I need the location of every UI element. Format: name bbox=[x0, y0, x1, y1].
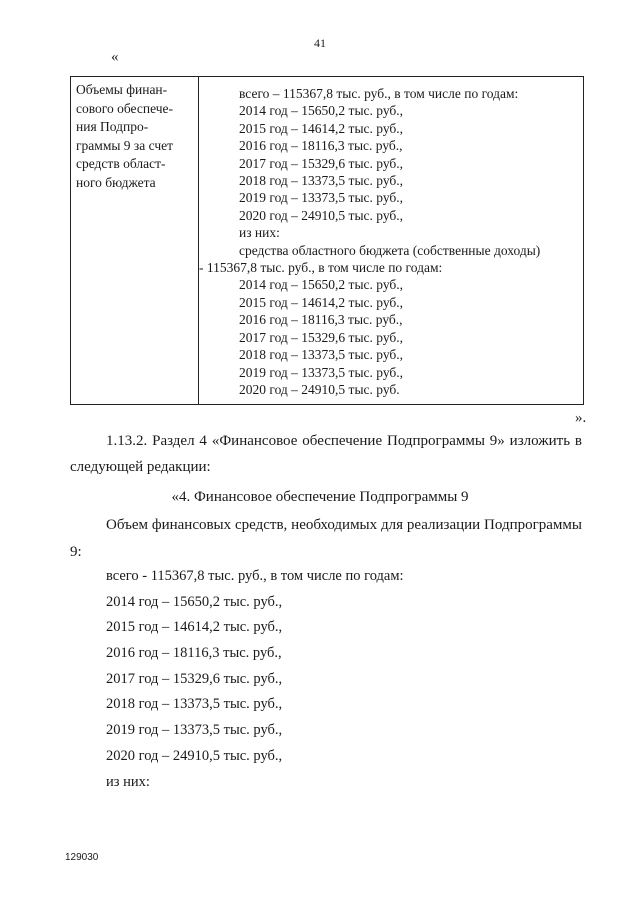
closing-quote-mark: ». bbox=[575, 410, 587, 426]
financing-table bbox=[70, 76, 584, 405]
financing-table-value-cell bbox=[199, 77, 583, 404]
label-line: ного бюджета bbox=[76, 174, 156, 190]
value-line: из них: bbox=[239, 225, 280, 241]
list-item: 2014 год – 15650,2 тыс. руб., bbox=[106, 593, 283, 610]
value-line: средства областного бюджета (собственные доходы) bbox=[239, 242, 541, 258]
opening-quote-mark: « bbox=[111, 49, 119, 65]
value-line: 2016 год – 18116,3 тыс. руб., bbox=[239, 312, 403, 328]
list-item: 2018 год – 13373,5 тыс. руб., bbox=[106, 696, 283, 713]
value-line: - 115367,8 тыс. руб., в том числе по годам: bbox=[199, 260, 443, 276]
value-line: 2017 год – 15329,6 тыс. руб., bbox=[239, 155, 404, 171]
paragraph-line: Объем финансовых средств, необходимых для реализации Подпрограммы bbox=[106, 517, 582, 533]
funding-by-year-list bbox=[106, 568, 404, 799]
list-item: 2015 год – 14614,2 тыс. руб., bbox=[106, 619, 283, 636]
value-line: 2019 год – 13373,5 тыс. руб., bbox=[239, 364, 404, 380]
financing-table-label-cell bbox=[71, 77, 199, 404]
value-line: 2020 год – 24910,5 тыс. руб., bbox=[239, 207, 404, 223]
value-line: 2014 год – 15650,2 тыс. руб., bbox=[239, 103, 404, 119]
label-line: граммы 9 за счет bbox=[76, 137, 174, 153]
paragraph-line: 9: bbox=[70, 544, 82, 560]
value-line: 2014 год – 15650,2 тыс. руб., bbox=[239, 277, 404, 293]
value-line: 2017 год – 15329,6 тыс. руб., bbox=[239, 329, 404, 345]
label-line: ния Подпро- bbox=[76, 119, 149, 134]
label-line: средств област- bbox=[76, 156, 166, 171]
paragraph-line: 1.13.2. Раздел 4 «Финансовое обеспечение Подпрограммы 9» изложить в bbox=[106, 433, 582, 449]
page-number: 41 bbox=[314, 36, 326, 50]
value-line: 2019 год – 13373,5 тыс. руб., bbox=[239, 190, 404, 206]
list-item: 2020 год – 24910,5 тыс. руб., bbox=[106, 747, 283, 764]
list-item: из них: bbox=[106, 773, 150, 790]
value-line: 2015 год – 14614,2 тыс. руб., bbox=[239, 294, 404, 310]
paragraph-line: следующей редакции: bbox=[70, 459, 211, 475]
value-line: 2018 год – 13373,5 тыс. руб., bbox=[239, 173, 404, 189]
label-line: сового обеспече- bbox=[76, 100, 174, 116]
document-code: 129030 bbox=[65, 852, 99, 863]
value-line: 2020 год – 24910,5 тыс. руб. bbox=[239, 381, 400, 397]
label-line: Объемы финан- bbox=[76, 82, 168, 97]
value-line: 2018 год – 13373,5 тыс. руб., bbox=[239, 347, 404, 363]
section-title: «4. Финансовое обеспечение Подпрограммы 9 bbox=[171, 489, 469, 505]
list-item: всего - 115367,8 тыс. руб., в том числе по годам: bbox=[106, 568, 404, 584]
list-item: 2016 год – 18116,3 тыс. руб., bbox=[106, 645, 282, 662]
value-line: 2016 год – 18116,3 тыс. руб., bbox=[239, 138, 403, 154]
list-item: 2017 год – 15329,6 тыс. руб., bbox=[106, 670, 283, 687]
list-item: 2019 год – 13373,5 тыс. руб., bbox=[106, 722, 283, 739]
value-line: 2015 год – 14614,2 тыс. руб., bbox=[239, 120, 404, 136]
value-line: всего – 115367,8 тыс. руб., в том числе по годам: bbox=[239, 86, 519, 101]
